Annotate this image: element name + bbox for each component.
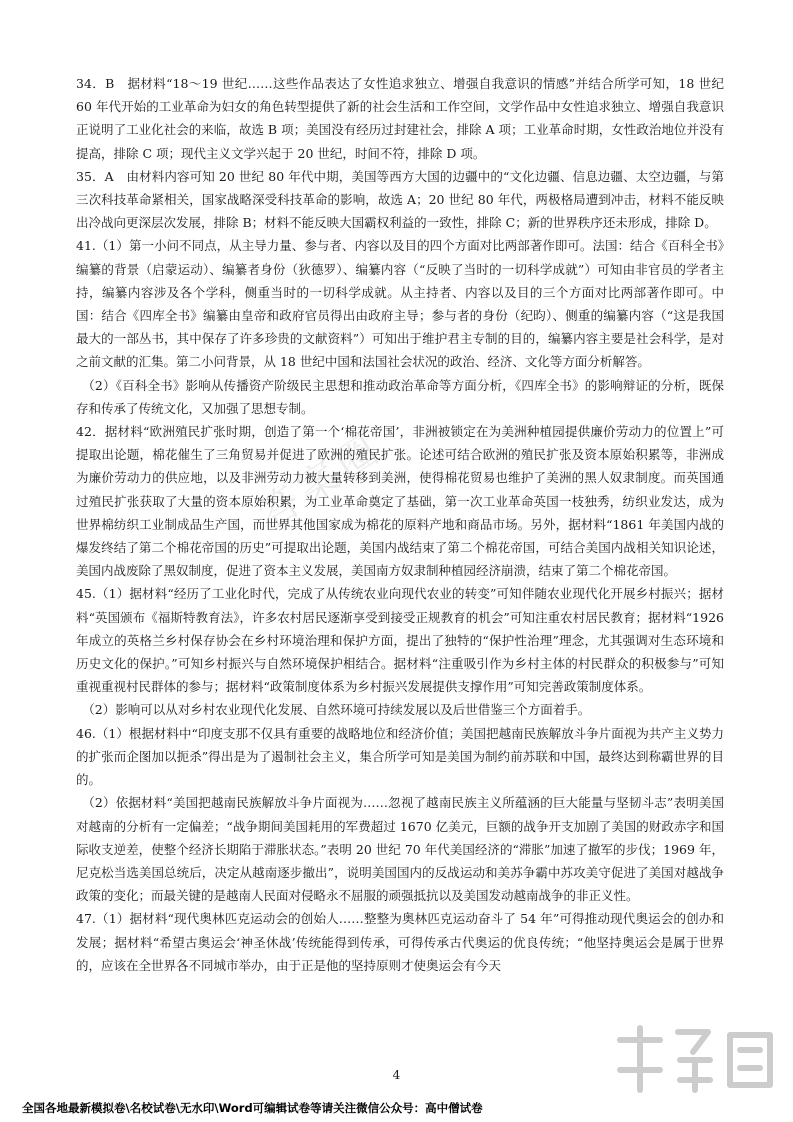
footer-notice: 全国各地最新模拟卷\名校试卷\无水印\Word可编辑试卷等请关注微信公众号：高中僧试卷: [22, 1101, 483, 1115]
paragraph-34: 34．B 据材料“18～19 世纪……这些作品表达了女性追求独立、增强自我意识的情感”并结合所学可知，18 世纪 60 年代开始的工业革命为妇女的角色转型提供了新的社会生活和工作空间，文学作品中女性追求独立、增强自我意识正说明了工业化社会的来临，故选 B 项；美国没有经历过封建社会，排除 A 项；工业革命时期，女性政治地位并没有提高，排除 C 项；现代主义文学兴起于 20 世纪，时间不符，排除 D 项。: [76, 76, 724, 161]
paragraph-46-2: （2）依据材料“美国把越南民族解放斗争片面视为……忽视了越南民族主义所蕴涵的巨大能量与坚韧斗志”表明美国对越南的分析有一定偏差；“战争期间美国耗用的军费超过 1670 亿美元，巨额的战争开支加剧了美国的财政赤字和国际收支逆差，使整个经济长期陷于滞胀状态。”表明 20 世纪 70 年代美国经济的“滞胀”加速了撤军的步伐；1969 年，尼克松当选美国总统后，决定从越南逐步撤出”，说明美国国内的反战运动和美苏争霸中苏攻美守促进了美国对越战争政策的变化；而最关键的是越南人民面对侵略永不屈服的顽强抵抗以及美国发动越南战争的非正义性。: [76, 795, 724, 904]
paragraph-45-1: 45.（1）据材料“经历了工业化时代，完成了从传统农业向现代农业的转变”可知伴随农业现代化开展乡村振兴；据材料“英国颁布《福斯特教育法》，许多农村居民逐渐享受到接受正规教育的机会”可知注重农村居民教育；据材料“1926 年成立的英格兰乡村保存协会在乡村环境治理和保护方面，提出了独特的“保护性治理”理念，尤其强调对生态环境和历史文化的保护。”可知乡村振兴与自然环境保护相结合。据材料“注重吸引作为乡村主体的村民群众的积极参与”可知重视重视村民群体的参与；据材料“政策制度体系为乡村振兴发展提供支撑作用”可知完善政策制度体系。: [76, 586, 724, 695]
paragraph-35: 35．A 由材料内容可知 20 世纪 80 年代中期，美国等西方大国的边疆中的“文化边疆、信息边疆、太空边疆，与第三次科技革命紧相关，国家战略深受科技革命的影响，故选 A；20 世纪 80 年代，两极格局遭到冲击，材料不能反映出冷战向更深层次发展，排除 B；材料不能反映大国霸权利益的一致性，排除 C；新的世界秩序还未形成，排除 D。: [76, 168, 724, 231]
paragraph-41-2: （2）《百科全书》影响从传播资产阶级民主思想和推动政治革命等方面分析，《四库全书》的影响辩证的分析，既保存和传承了传统文化，又加强了思想专制。: [76, 377, 724, 416]
page-number: 4: [392, 1068, 401, 1082]
watermark: 答案圈: [250, 424, 392, 539]
paragraph-47-1: 47.（1）据材料“现代奥林匹克运动会的创始人……整整为奥林匹克运动奋斗了 54 年”可得推动现代奥运会的创办和发展；据材料“希望古奥运会‘神圣休战’传统能得到传承，可得传承古代奥运的优良传统；“他坚持奥运会是属于世界的，应该在全世界各不同城市举办，由于正是他的坚持原则才使奥运会有今天: [76, 911, 724, 973]
answer-content: [76, 72, 724, 977]
paragraph-41-1: 41.（1）第一小问不同点，从主导力量、参与者、内容以及目的四个方面对比两部著作即可。法国：结合《百科全书》编纂的背景（启蒙运动）、编纂者身份（狄德罗）、编纂内容（“反映了当时的一切科学成就”）可知由非官员的学者主持，编纂内容涉及各个学科，侧重当时的一切科学成就。从主持者、内容以及目的三个方面对比两部著作即可。中国：结合《四库全书》编纂由皇帝和政府官员得出由政府主导；参与者的身份（纪昀）、侧重的编纂内容（“这是我国最大的一部丛书，其中保存了许多珍贵的文献资料”）可知出于维护君主专制的目的，编纂内容主要是社会科学，是对之前文献的汇集。第二小问背景，从 18 世纪中国和法国社会状况的政治、经济、文化等方面分析解答。: [76, 238, 724, 370]
answer-circle-logo: [600, 1010, 790, 1110]
paragraph-45-2: （2）影响可以从对乡村农业现代化发展、自然环境可持续发展以及后世借鉴三个方面着手。: [82, 702, 591, 718]
paragraph-42: 42．据材料“欧洲殖民扩张时期，创造了第一个‘棉花帝国’，非洲被锁定在为美洲种植园提供廉价劳动力的位置上”可提取出论题，棉花催生了三角贸易并促进了欧洲的殖民扩张。论述可结合欧洲的殖民扩张及资本原始积累等，非洲成为廉价劳动力的供应地，以及非洲劳动力被大量转移到美洲，使得棉花贸易也维护了美洲的黑人奴隶制度。而英国通过殖民扩张获取了大量的资本原始积累，为工业革命奠定了基础，第一次工业革命英国一枝独秀，纺织业发达，成为世界棉纺织工业制成品生产国，而世界其他国家成为棉花的原料产地和商品市场。另外，据材料“1861 年美国内战的爆发终结了第二个棉花帝国的历史”可提取出论题，美国内战结束了第二个棉花帝国，可结合美国内战相关知识论述，美国内战废除了黑奴制度，促进了资本主义发展，美国南方奴隶制种植园经济崩溃，结束了第二个棉花帝国。: [76, 424, 724, 579]
paragraph-46-1: 46.（1）根据材料中“印度支那不仅具有重要的战略地位和经济价值；美国把越南民族解放斗争片面视为共产主义势力的扩张而企图加以扼杀”得出是为了遏制社会主义，集合所学可知是美国为制约前苏联和中国，最终达到称霸世界的目的。: [76, 725, 724, 788]
